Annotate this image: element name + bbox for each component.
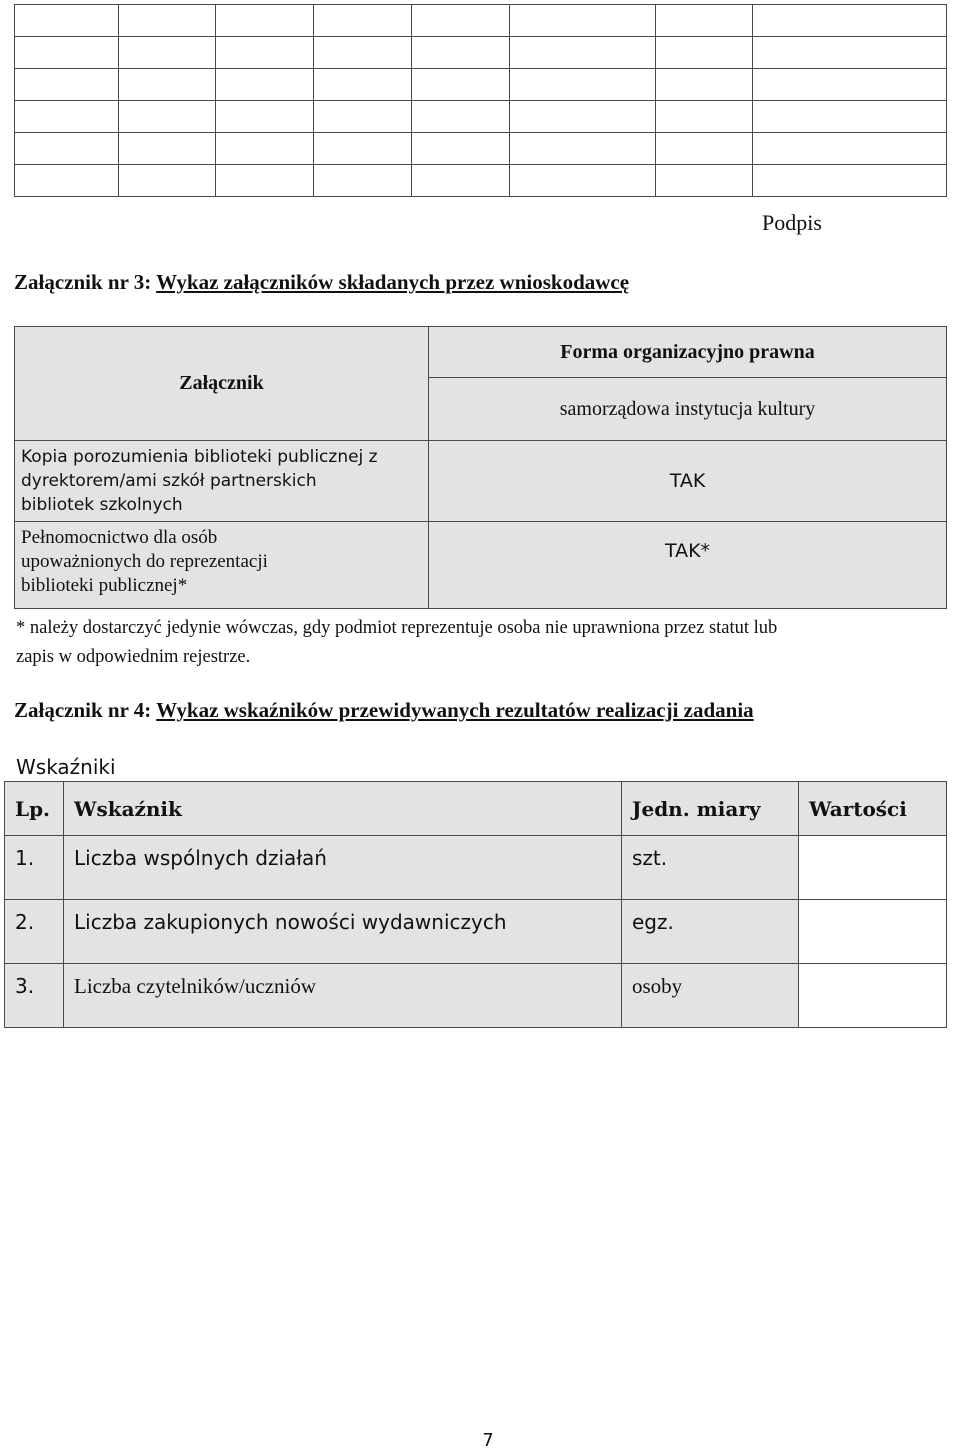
indicators-header-row bbox=[5, 782, 947, 836]
annex4-heading-title: Wykaz wskaźników przewidywanych rezultatów realizacji zadania bbox=[156, 698, 754, 722]
annex3-table bbox=[14, 326, 947, 609]
attachment-line: biblioteki publicznej* bbox=[21, 575, 188, 596]
indicators-section-label: Wskaźniki bbox=[16, 755, 116, 779]
annex4-heading-prefix: Załącznik nr 4: bbox=[14, 698, 157, 722]
indicator-row bbox=[5, 964, 947, 1028]
indicators-table bbox=[4, 781, 947, 1028]
indicator-lp: 1. bbox=[5, 836, 64, 900]
indicator-value bbox=[799, 964, 947, 1028]
annex3-row bbox=[15, 441, 947, 522]
attachment-required: TAK* bbox=[429, 522, 947, 609]
signature-label: Podpis bbox=[762, 210, 822, 235]
annex4-heading bbox=[14, 698, 754, 723]
header-indicator: Wskaźnik bbox=[64, 782, 622, 836]
footnote-line: zapis w odpowiednim rejestrze. bbox=[16, 647, 251, 667]
attachment-line: dyrektorem/ami szkół partnerskich bbox=[21, 471, 317, 491]
grid-row bbox=[15, 69, 947, 101]
signature-grid bbox=[14, 4, 947, 197]
indicator-unit: egz. bbox=[622, 900, 799, 964]
indicator-value bbox=[799, 900, 947, 964]
attachment-line: Pełnomocnictwo dla osób bbox=[21, 527, 218, 548]
footnote-line: * należy dostarczyć jedynie wówczas, gdy podmiot reprezentuje osoba nie uprawniona przez statut lub bbox=[16, 618, 778, 638]
indicator-row bbox=[5, 900, 947, 964]
indicator-value bbox=[799, 836, 947, 900]
indicator-unit: osoby bbox=[622, 964, 799, 1028]
indicator-unit: szt. bbox=[622, 836, 799, 900]
col-attachment-header: Załącznik bbox=[15, 327, 429, 441]
attachment-line: Kopia porozumienia biblioteki publicznej z bbox=[21, 447, 378, 467]
annex3-footnote bbox=[16, 614, 960, 672]
grid-row bbox=[15, 37, 947, 69]
attachment-line: bibliotek szkolnych bbox=[21, 495, 183, 515]
annex3-row bbox=[15, 522, 947, 609]
indicator-lp: 2. bbox=[5, 900, 64, 964]
indicator-lp: 3. bbox=[5, 964, 64, 1028]
grid-row bbox=[15, 101, 947, 133]
header-unit: Jedn. miary bbox=[622, 782, 799, 836]
annex3-heading bbox=[14, 270, 629, 295]
annex3-heading-prefix: Załącznik nr 3: bbox=[14, 270, 157, 294]
attachment-line: upoważnionych do reprezentacji bbox=[21, 551, 268, 572]
grid-row bbox=[15, 5, 947, 37]
attachment-name bbox=[15, 522, 429, 609]
annex3-header-row bbox=[15, 327, 947, 378]
header-lp: Lp. bbox=[5, 782, 64, 836]
indicator-name: Liczba czytelników/uczniów bbox=[64, 964, 622, 1028]
col-institution-header: samorządowa instytucja kultury bbox=[429, 378, 947, 441]
indicator-row bbox=[5, 836, 947, 900]
annex3-heading-title: Wykaz załączników składanych przez wnioskodawcę bbox=[156, 270, 630, 294]
indicator-name: Liczba zakupionych nowości wydawniczych bbox=[64, 900, 622, 964]
col-legal-form-header: Forma organizacyjno prawna bbox=[429, 327, 947, 378]
page-number: 7 bbox=[482, 1430, 494, 1451]
grid-row bbox=[15, 165, 947, 197]
header-values: Wartości bbox=[799, 782, 947, 836]
attachment-name bbox=[15, 441, 429, 522]
grid-row bbox=[15, 133, 947, 165]
indicator-name: Liczba wspólnych działań bbox=[64, 836, 622, 900]
attachment-required: TAK bbox=[429, 441, 947, 522]
